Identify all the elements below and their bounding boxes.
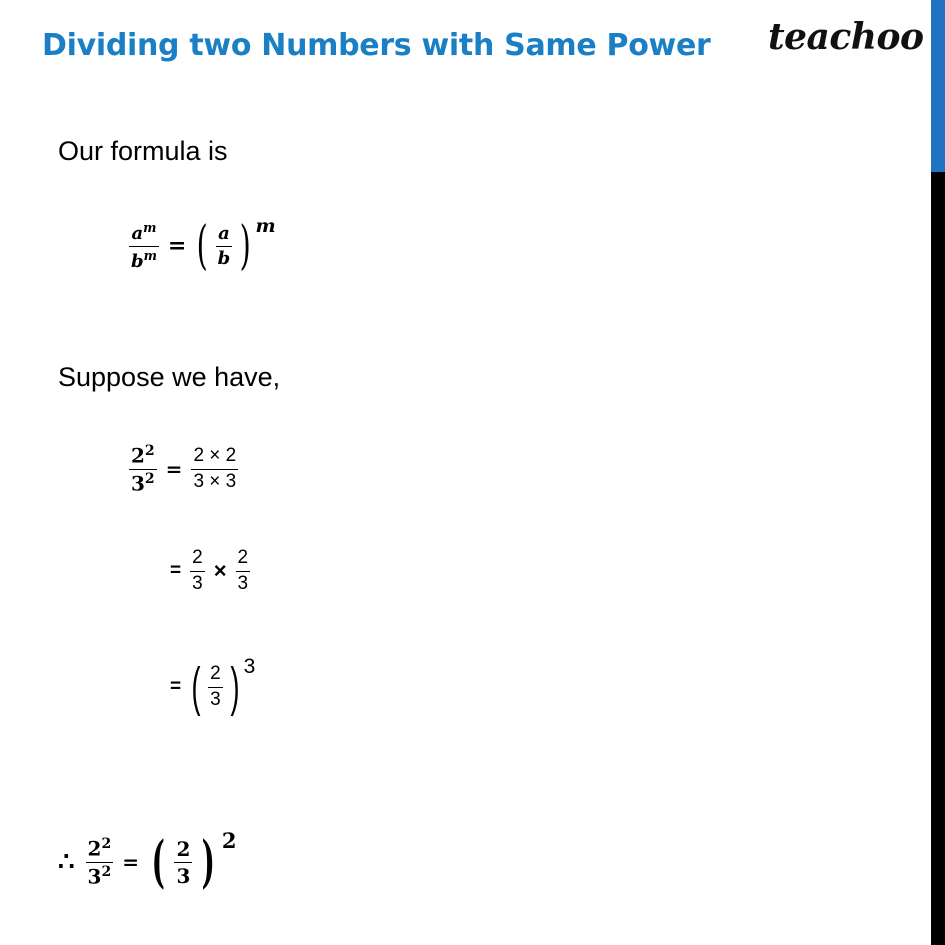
step1-equals: = <box>165 457 183 482</box>
conclusion-lhs-num-exp: 2 <box>101 835 112 852</box>
conclusion-lhs-den-exp: 2 <box>101 863 112 880</box>
step3-den: 3 <box>210 688 221 710</box>
therefore-symbol: ∴ <box>58 847 75 877</box>
formula-rhs-fraction <box>216 224 233 269</box>
page-title: Dividing two Numbers with Same Power <box>42 28 711 63</box>
conclusion-equals: = <box>122 850 139 874</box>
suppose-text: Suppose we have, <box>58 362 281 392</box>
step2-equals: = <box>170 560 182 582</box>
step1-rhs-num: 2 × 2 <box>193 444 237 466</box>
step1-lhs-den: 3 <box>131 471 145 496</box>
step1-lhs-den-exp: 2 <box>144 470 155 487</box>
formula-lhs-num: a <box>131 222 144 244</box>
step1-rhs-den: 3 × 3 <box>193 470 237 492</box>
conclusion: ∴ $\frac{2^2}{3^2}$ = ( $\frac{2}{3}$ ) 2 <box>58 827 237 895</box>
step3-power: 3 <box>243 655 256 678</box>
formula-lhs-fraction <box>129 221 159 272</box>
formula-lhs-den: b <box>131 250 144 272</box>
step2-a-num: 2 <box>192 547 203 568</box>
conclusion-power: 2 <box>221 827 237 853</box>
formula-rhs-den: b <box>217 247 231 269</box>
step1-rhs-fraction <box>191 446 238 493</box>
scrollbar-thumb[interactable] <box>931 0 945 172</box>
step1-lhs-fraction <box>129 444 157 494</box>
step2-a-den: 3 <box>192 572 203 594</box>
step1-lhs-num-exp: 2 <box>144 443 155 459</box>
formula-power: m <box>255 215 276 237</box>
step2-fraction-a <box>190 548 205 595</box>
step1-lhs-num: 2 <box>131 443 145 468</box>
conclusion-rhs-fraction <box>174 838 192 887</box>
brand-logo: teachoo <box>768 16 924 58</box>
formula-lhs-den-exp: m <box>143 247 157 263</box>
formula: $\frac{a^m}{b^m}$ = ( $\frac{a}{b}$ ) m <box>131 215 276 276</box>
intro-text: Our formula is <box>58 136 228 166</box>
step3: = ( $\frac{2}{3}$ ) 3 <box>170 655 256 717</box>
formula-equals: = <box>167 233 187 259</box>
step3-num: 2 <box>210 662 221 684</box>
conclusion-lhs-fraction <box>86 837 114 887</box>
formula-rhs-num: a <box>218 222 230 244</box>
conclusion-lhs-num: 2 <box>87 836 102 861</box>
conclusion-lhs-den: 3 <box>87 864 102 889</box>
step3-equals: = <box>170 676 182 697</box>
conclusion-rhs-num: 2 <box>176 836 191 861</box>
step3-fraction <box>208 664 223 711</box>
step2-fraction-b <box>236 548 251 595</box>
step1 <box>126 444 241 494</box>
step2 <box>164 548 253 595</box>
conclusion-rhs-den: 3 <box>176 863 191 888</box>
step2-b-num: 2 <box>237 547 249 568</box>
step2-times: × <box>213 558 227 584</box>
formula-lhs-num-exp: m <box>143 219 157 235</box>
step2-b-den: 3 <box>237 572 249 594</box>
